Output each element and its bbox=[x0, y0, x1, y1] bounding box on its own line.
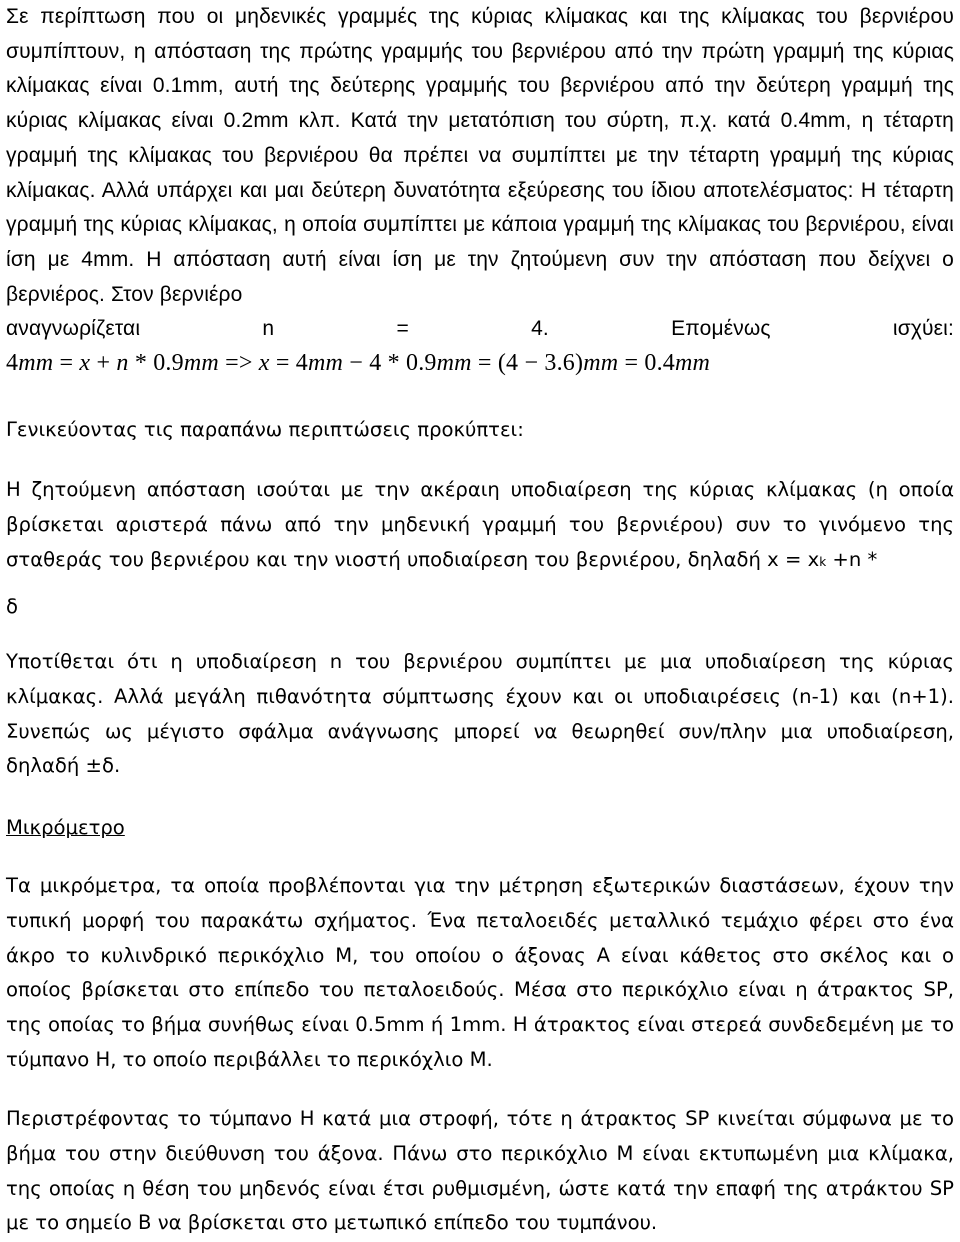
formula-unit: mm bbox=[675, 350, 711, 376]
text-run: +n * bbox=[826, 547, 878, 571]
delta-symbol: δ bbox=[6, 595, 18, 618]
formula-term: 0.9 bbox=[406, 350, 437, 376]
formula-variable: x bbox=[79, 350, 91, 376]
generalization-intro: Γενικεύοντας τις παραπάνω περιπτώσεις προκύπτει: bbox=[6, 418, 524, 441]
text-word: Επομένως bbox=[671, 317, 771, 340]
formula-variable: x bbox=[258, 350, 270, 376]
formula-operator: = bbox=[269, 350, 296, 376]
formula-operator: * bbox=[128, 350, 154, 376]
formula-unit: mm bbox=[436, 350, 472, 376]
formula-operator: = bbox=[471, 350, 498, 376]
vernier-formula bbox=[6, 350, 710, 377]
formula-operator: = bbox=[618, 350, 645, 376]
formula-operator: => bbox=[218, 350, 259, 376]
formula-unit: mm bbox=[583, 350, 619, 376]
text-word: αναγνωρίζεται bbox=[6, 317, 141, 340]
formula-term: 4 bbox=[369, 350, 382, 376]
formula-variable: n bbox=[116, 350, 129, 376]
formula-term: 4 bbox=[6, 350, 19, 376]
formula-term: 0.4 bbox=[644, 350, 676, 376]
formula-operator: * bbox=[381, 350, 407, 376]
formula-unit: mm bbox=[18, 350, 54, 376]
formula-unit: mm bbox=[308, 350, 344, 376]
vernier-last-line bbox=[6, 312, 954, 347]
error-paragraph: Υποτίθεται ότι η υποδιαίρεση n του βερνιέρου συμπίπτει με μια υποδιαίρεση της κύριας κλίμακας. Αλλά μεγάλη πιθανότητα σύμπτωσης έχουν και οι υποδιαιρέσεις (n-1) και (n+1). Συνεπώς ως μέγιστο σφάλμα ανάγνωσης μπορεί να θεωρηθεί συν/πλην μια υποδιαίρεση, δηλαδή ±δ. bbox=[6, 650, 954, 778]
formula-unit: mm bbox=[183, 350, 219, 376]
micrometer-paragraph-1: Τα μικρόμετρα, τα οποία προβλέπονται για την μέτρηση εξωτερικών διαστάσεων, έχουν την τυπική μορφή του παρακάτω σχήματος. Ένα πεταλοειδές μεταλλικό τεμάχιο φέρει στο ένα άκρο το κυλινδρικό περικόχλιο Μ, του οποίου ο άξονας Α είναι κάθετος στο σκέλος και ο οποίος βρίσκεται στο επίπεδο του πεταλοειδούς. Μέσα στο περικόχλιο είναι η άτρακτος SP, της οποίας το βήμα συνήθως είναι 0.5mm ή 1mm. Η άτρακτος είναι στερεά συνδεδεμένη με το τύμπανο Η, το οποίο περιβάλλει το περικόχλιο Μ. bbox=[6, 874, 954, 1071]
formula-operator: + bbox=[90, 350, 117, 376]
vernier-paragraph: Σε περίπτωση που οι μηδενικές γραμμές της κύριας κλίμακας και της κλίμακας του βερνιέρου συμπίπτουν, η απόσταση της πρώτης γραμμής του βερνιέρου από την πρώτη γραμμή της κύριας κλίμακας είναι 0.1mm, αυτή της δεύτερης γραμμής του βερνιέρου από την δεύτερη γραμμή της κύριας κλίμακας είναι 0.2mm κλπ. Κατά την μετατόπιση του σύρτη, π.χ. κατά 0.4mm, η τέταρτη γραμμή της κλίμακας του βερνιέρου θα πρέπει να συμπίπτει με την τέταρτη γραμμή της κύριας κλίμακας. Αλλά υπάρχει και μαι δεύτερη δυνατότητα εξεύρεσης του ίδιου αποτελέσματος: Η τέταρτη γραμμή της κύριας κλίμακας, η οποία συμπίπτει με κάποια γραμμή της κλίμακας του βερνιέρου, είναι ίση με 4mm. Η απόσταση αυτή είναι ίση με την ζητούμενη συν την απόσταση που δείχνει ο βερνιέρος. Στον βερνιέρο bbox=[6, 5, 954, 306]
micrometer-heading: Μικρόμετρο bbox=[6, 816, 125, 839]
formula-term: (4 − 3.6) bbox=[497, 350, 584, 376]
generalization-paragraph bbox=[6, 473, 954, 579]
text-word: ισχύει: bbox=[892, 317, 954, 340]
formula-term: 0.9 bbox=[153, 350, 184, 376]
formula-term: 4 bbox=[295, 350, 308, 376]
formula-operator: − bbox=[343, 350, 370, 376]
text-word: 4. bbox=[531, 317, 549, 340]
micrometer-paragraph-2: Περιστρέφοντας το τύμπανο Η κατά μια στροφή, τότε η άτρακτος SP κινείται σύμφωνα με το βήμα του στην διεύθυνση του άξονα. Πάνω στο περικόχλιο Μ είναι εκτυπωμένη μια κλίμακα, της οποίας η θέση του μηδενός είναι έτσι ρυθμισμένη, ώστε κατά την επαφή της ατράκτου SP με το σημείο Β να βρίσκεται στο μετωπικό επίπεδο του τυμπάνου. bbox=[6, 1107, 954, 1235]
text-run: Η ζητούμενη απόσταση ισούται με την ακέραιη υποδιαίρεση της κύριας κλίμακας (η οποία βρίσκεται αριστερά πάνω από την μηδενική γραμμή του βερνιέρου) συν το γινόμενο της σταθεράς του βερνιέρου και την νιοστή υποδιαίρεση του βερνιέρου, δηλαδή x = x bbox=[6, 478, 954, 571]
text-word: n bbox=[262, 317, 275, 340]
text-word: = bbox=[396, 317, 409, 340]
subscript-k: k bbox=[819, 554, 827, 569]
formula-operator: = bbox=[53, 350, 80, 376]
